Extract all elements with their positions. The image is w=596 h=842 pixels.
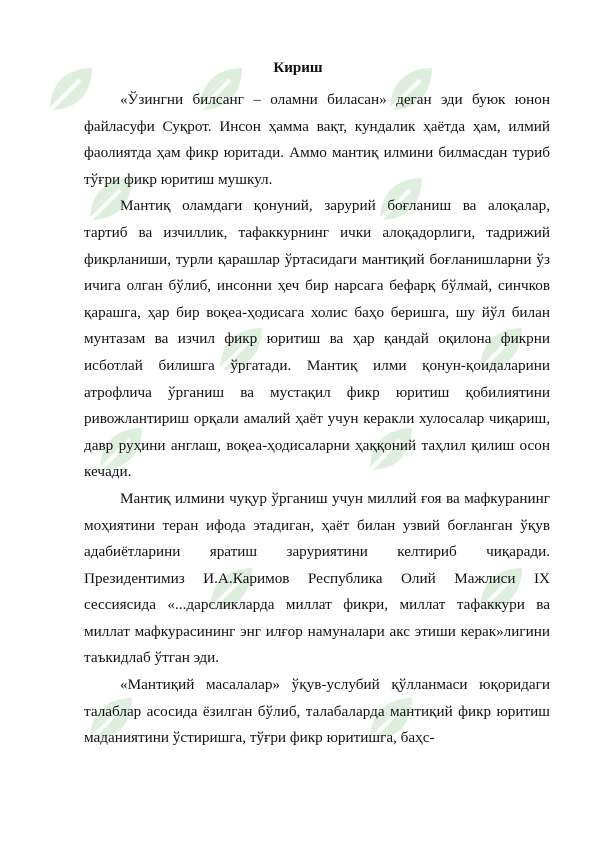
paragraph: Мантиқ илмини чуқур ўрганиш учун миллий ғоя ва мафкуранинг моҳиятини теран ифода этадиган, ҳаёт билан узвий боғланган ўқув адабиётларини яратиш заруриятини келтириб чиқаради. Президентимиз И.А.Каримов Республика Олий Мажлиси IX сессиясида «...дарсликларда миллат фикри, миллат тафаккури ва миллат мафкурасининг энг илғор намуналари акс этиши керак»лигини таъкидлаб ўтган эди. <box>84 489 550 667</box>
page-title: Кириш <box>273 60 323 76</box>
paragraph: Мантиқ оламдаги қонуний, зарурий боғланиш ва алоқалар, тартиб ва изчиллик, тафаккурнинг ички алоқадорлиги, тадрижий фикрланиши, турли қарашлар ўртасидаги мантиқий боғланишларни ўз ичига олган бўлиб, инсонни ҳеч бир нарсага бефарқ бўлмай, синчков қарашга, ҳар бир воқеа-ҳодисага холис баҳо беришга, шу йўл билан мунтазам ва изчил фикр юритиш ва ҳар қандай оқилона фикрни исботлай билишга ўргатади. Мантиқ илми қонун-қоидаларини атрофлича ўрганиш ва мустақил фикр юритиш қобилиятини ривожлантириш орқали амалий ҳаёт учун керакли хулосалар чиқариш, давр руҳини англаш, воқеа-ҳодисаларни ҳаққоний таҳлил қилиш осон кечади. <box>84 197 550 481</box>
body-text <box>84 87 550 752</box>
paragraph: «Ўзингни билсанг – оламни биласан» деган эди буюк юнон файласуфи Суқрот. Инсон ҳамма вақт, кундалик ҳаётда ҳам, илмий фаолиятда ҳам фикр юритади. Аммо мантиқ илмини билмасдан туриб тўғри фикр юритиш мушкул. <box>84 91 550 188</box>
paragraph: «Мантиқий масалалар» ўқув-услубий қўлланмаси юқоридаги талаблар асосида ёзилган бўлиб, талабаларда мантиқий фикр юритиш маданиятини ўстиришга, тўғри фикр юритишга, баҳс- <box>84 676 550 747</box>
